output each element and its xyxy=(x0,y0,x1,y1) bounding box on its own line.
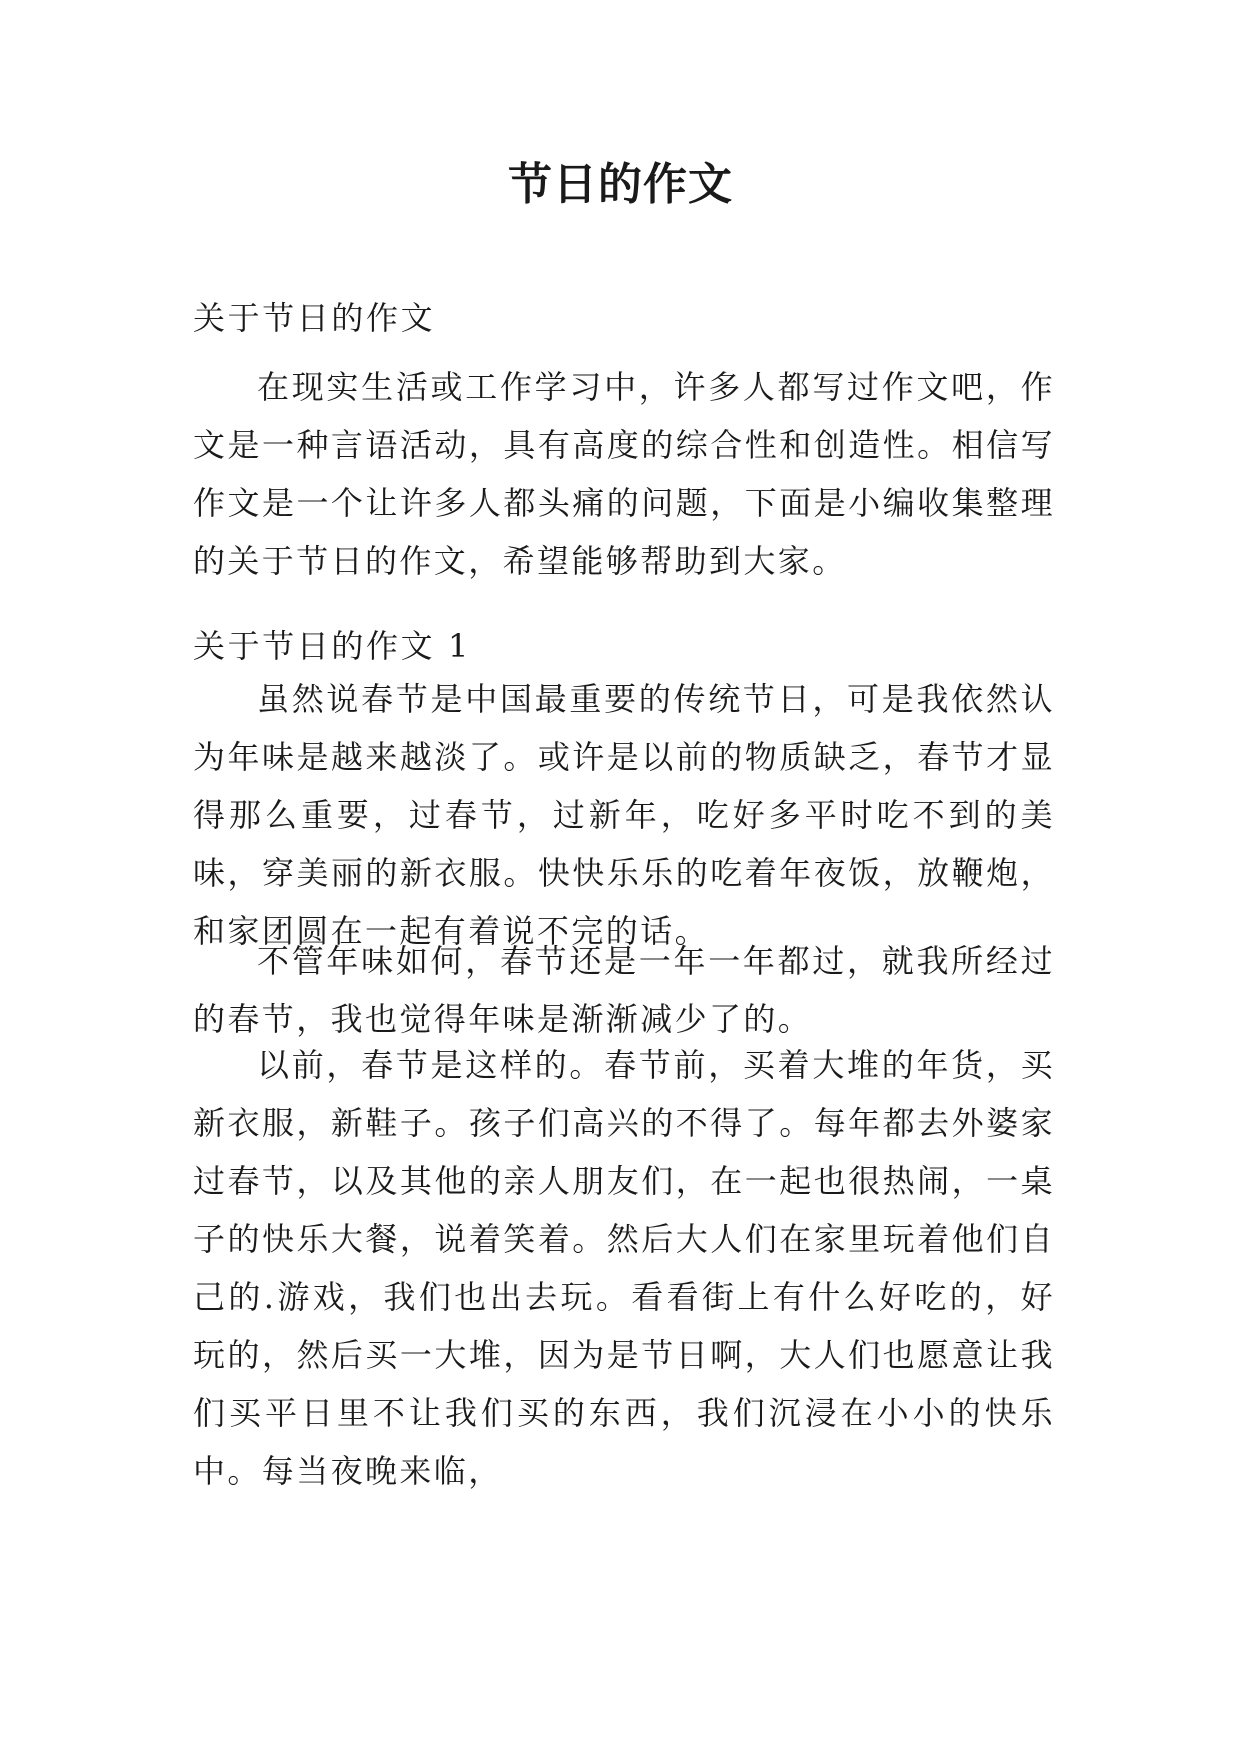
intro-paragraph: 在现实生活或工作学习中，许多人都写过作文吧，作文是一种言语活动，具有高度的综合性和创造性。相信写作文是一个让许多人都头痛的问题，下面是小编收集整理的关于节日的作文，希望能够帮助到大家。 xyxy=(193,368,1055,580)
section-heading: 关于节日的作文 1 xyxy=(193,627,471,665)
body-paragraph: 以前，春节是这样的。春节前，买着大堆的年货，买新衣服，新鞋子。孩子们高兴的不得了。每年都去外婆家过春节，以及其他的亲人朋友们，在一起也很热闹，一桌子的快乐大餐，说着笑着。然后大人们在家里玩着他们自己的.游戏，我们也出去玩。看看街上有什么好吃的，好玩的，然后买一大堆，因为是节日啊，大人们也愿意让我们买平日里不让我们买的东西，我们沉浸在小小的快乐中。每当夜晚来临， xyxy=(193,1046,1055,1490)
body-paragraph: 虽然说春节是中国最重要的传统节日，可是我依然认为年味是越来越淡了。或许是以前的物质缺乏，春节才显得那么重要，过春节，过新年，吃好多平时吃不到的美味，穿美丽的新衣服。快快乐乐的吃着年夜饭，放鞭炮，和家团圆在一起有着说不完的话。 xyxy=(193,680,1055,950)
document-subtitle: 关于节日的作文 xyxy=(193,299,436,337)
document-title: 节日的作文 xyxy=(508,159,733,210)
body-paragraph: 不管年味如何，春节还是一年一年都过，就我所经过的春节，我也觉得年味是渐渐减少了的。 xyxy=(193,942,1055,1038)
